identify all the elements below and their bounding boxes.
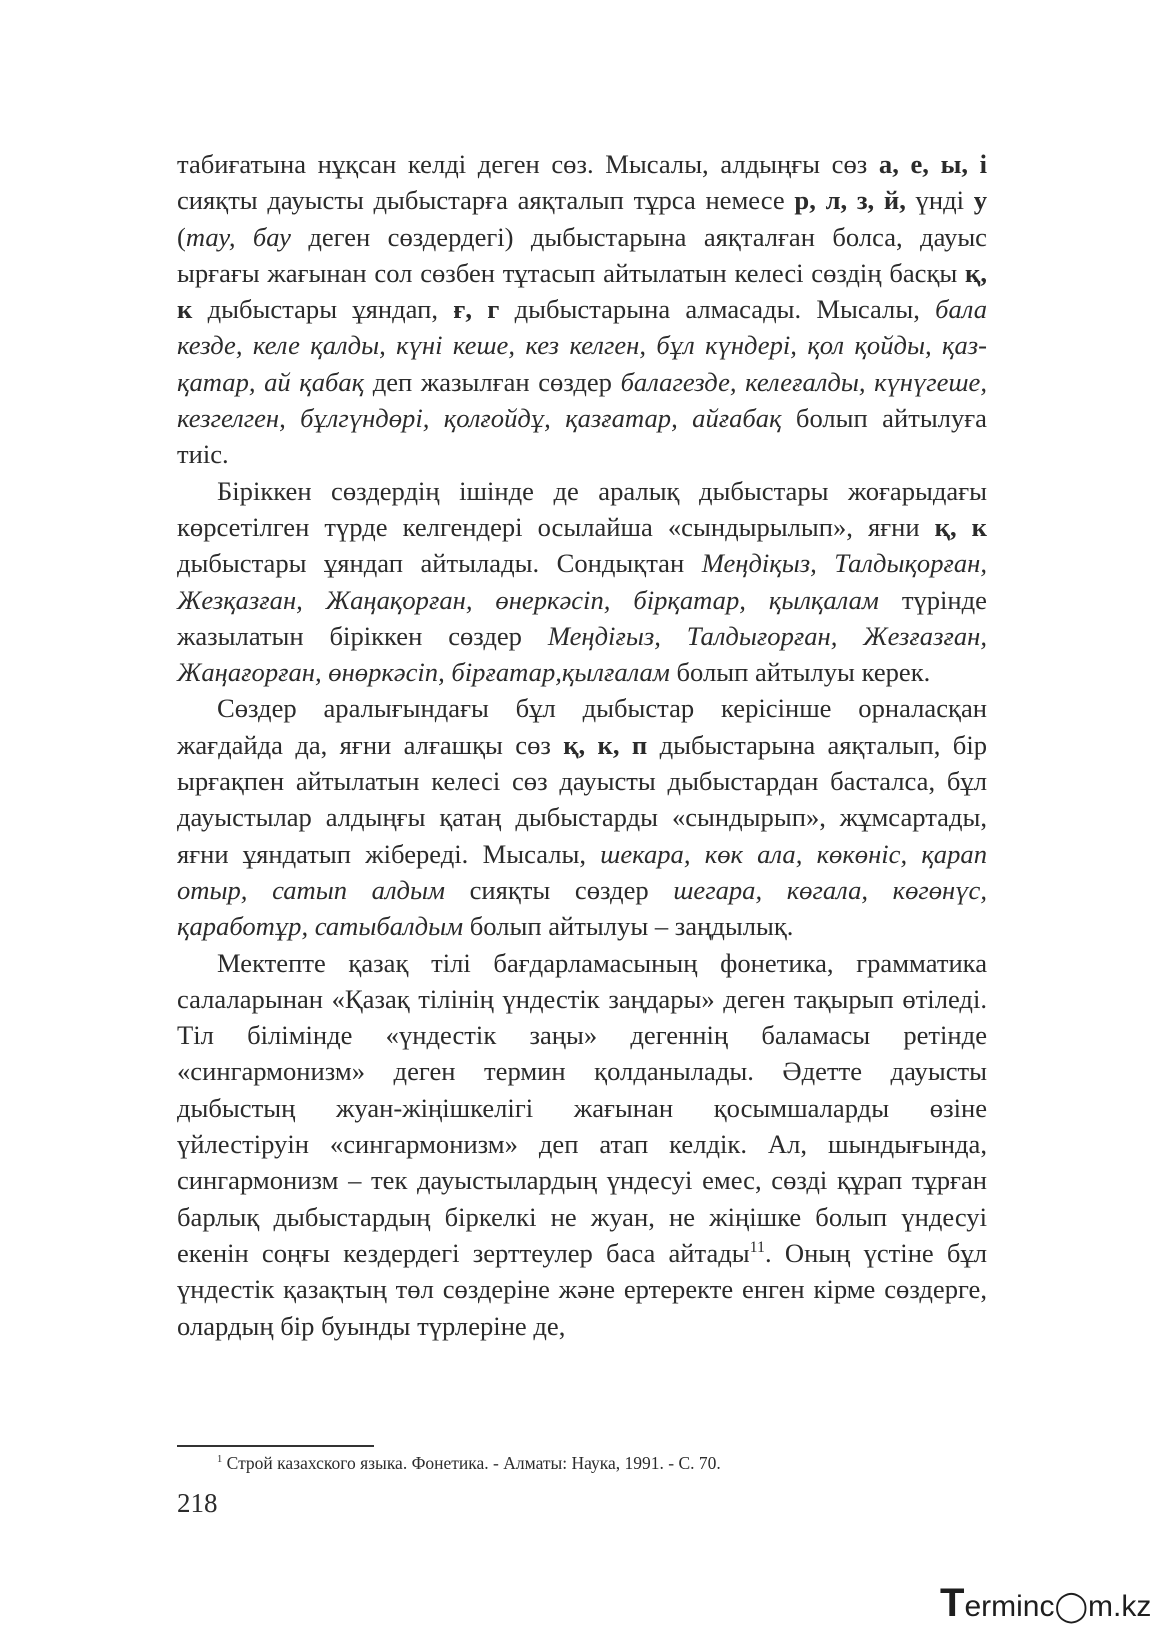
bold-text: қ, к [177,257,987,325]
body-paragraph [177,945,987,1344]
text-run: Сөздер аралығындағы бұл дыбыстар керісінше орналасқан жағдайда да, яғни алғашқы сөз [177,693,987,760]
footnote-text: Строй казахского языка. Фонетика. - Алматы: Наука, 1991. - С. 70. [226,1453,721,1473]
footnote [217,1452,721,1474]
italic-text: Меңдіқыз, Талдықорған, Жезқазған, Жаңақорған, өнеркәсіп, бірқатар, қылқалам [177,548,987,615]
text-run: үнді [905,185,974,216]
watermark-text: erminc◯m.kz [964,1590,1152,1623]
text-run: деп жазылған сөздер [364,366,621,397]
text-run: түрінде жазылатын біріккен сөздер [177,584,987,651]
body-paragraph [177,473,987,691]
italic-text: балагезде, келеғалды, күнүгеше, кезгелген, бұлгүндөрі, қолғойдұ, қазғатар, айғабақ [177,366,987,434]
text-run: Біріккен сөздердің ішінде де аралық дыбыстары жоғарыдағы көрсетілген түрде келгендері осылайша «сындырылып», яғни [177,475,987,542]
text-run: Мектепте қазақ тілі бағдарламасының фонетика, грамматика салаларынан «Қазақ тілінің үндестік заңдары» деген тақырып өтіледі. Тіл білімінде «үндестік заңы» дегеннің баламасы ретінде «сингармонизм» деген термин қолданылады. Әдетте дауысты дыбыстың жуан-жіңішкелігі жағынан қосымшаларды өзіне үйлестіруін «сингармонизм» деп атап келдік. Ал, шындығында, сингармонизм – тек дауыстылардың үндесуі емес, сөзді құрап тұрған барлық дыбыстардың біркелкі не жуан, не жіңішке болып үндесуі екенін соңғы кездердегі зерттеулер баса айтады [177,947,987,1268]
footnote-reference: 11 [749,1239,766,1257]
bold-text: қ, к, п [563,729,648,760]
text-run: дыбыстары ұяндап айтылады. Сондықтан [177,548,702,579]
text-run: сияқты сөздер [444,874,674,905]
page-body [177,146,987,1344]
text-run: табиғатына нұқсан келді деген сөз. Мысалы, алдыңғы сөз [177,149,879,179]
text-run: болып айтылуы – заңдылық. [463,911,794,942]
italic-text: шекара, көк ала, көкөніс, қарап отыр, сатып алдым [177,838,987,905]
italic-text: бала кезде, келе қалды, күні кеше, кез келген, бұл күндері, қол қойды, қаз-қатар, ай қабақ [177,294,987,397]
italic-text: Меңдіғыз, Талдығорған, Жезғазған, Жаңағорған, өнөркәсіп, бірғатар,қылғалам [177,620,987,688]
text-run: деген сөздердегі) дыбыстарына аяқталған болса, дауыс ырғағы жағынан сол сөзбен тұтасып айтылатын келесі сөздің басқы [177,221,987,288]
text-run: болып айтылуы керек. [669,657,931,688]
site-watermark-logo [940,1581,1152,1625]
bold-text: р, л, з, й, [794,185,906,216]
body-paragraph [177,146,987,473]
text-run: дыбыстарына алмасады. Мысалы, [499,294,936,325]
watermark-initial: T [940,1581,965,1625]
text-run: дыбыстарына аяқталып, бір ырғақпен айтылатын келесі сөз дауысты дыбыстардан басталса, бұл дауыстылар алдыңғы қатаң дыбыстарды «сындырып», жұмсартады, яғни ұяндатып жібереді. Мысалы, [177,729,988,869]
italic-text: тау, бау [185,221,291,252]
text-run: болып айтылуға тиіс. [177,403,987,470]
footnote-divider [177,1445,374,1447]
bold-text: у [973,185,987,216]
bold-text: ғ, г [453,294,500,325]
bold-text: қ, к [934,511,987,542]
bold-text: а, е, ы, і [878,149,988,179]
text-run: дыбыстары ұяндап, [192,294,454,325]
text-run: ( [177,221,186,252]
footnote-marker: 1 [217,1454,223,1466]
text-run: сияқты дауысты дыбыстарға аяқталып тұрса немесе [177,185,795,216]
body-paragraph [177,690,987,944]
page-number: 218 [177,1488,218,1518]
italic-text: шегара, көгала, көгөнүс, қаработұр, сатыбалдым [177,874,987,942]
text-run: . Оның үстіне бұл үндестік қазақтың төл сөздеріне және ертеректе енген кірме сөздерге, олардың бір буынды түрлеріне де, [177,1237,988,1341]
